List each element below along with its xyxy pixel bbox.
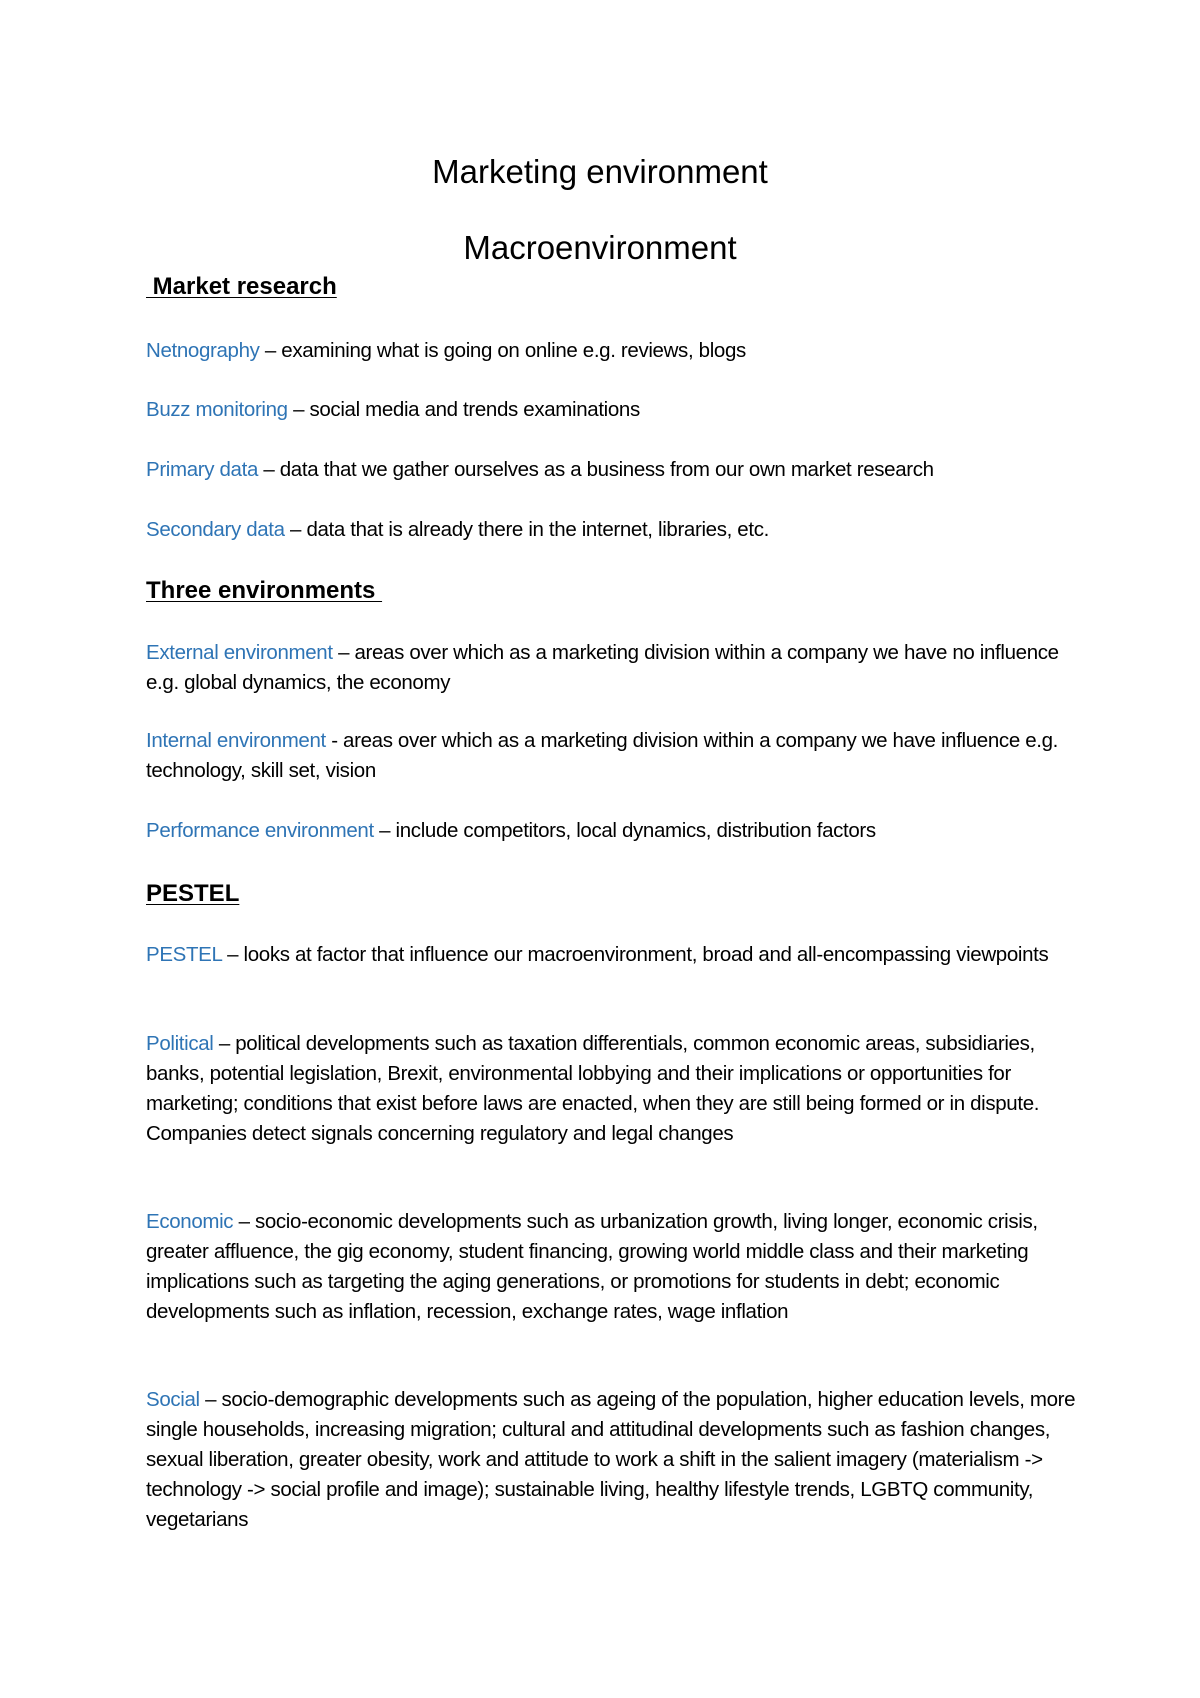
- document-subtitle: Macroenvironment: [463, 229, 737, 266]
- definition-internal-environment: [146, 726, 1086, 786]
- term-economic: Economic: [146, 1210, 234, 1233]
- definition-economic: [146, 1207, 1086, 1327]
- term-netnography: Netnography: [146, 339, 260, 362]
- definition-buzz-monitoring: [146, 395, 1086, 425]
- term-primary-data: Primary data: [146, 458, 259, 481]
- definition-text: – include competitors, local dynamics, distribution factors: [373, 819, 876, 842]
- definition-text: – social media and trends examinations: [287, 398, 640, 421]
- term-performance-environment: Performance environment: [146, 819, 374, 842]
- definition-text: – socio-demographic developments such as ageing of the population, higher education levels, more single households, increasing migration; cultural and attitudinal developments such as fashion changes, sexual liberation, greater obesity, work and attitude to work a shift in the salient imagery (materialism -> technology -> social profile and image); sustainable living, healthy lifestyle trends, LGBTQ community, vegetarians: [146, 1388, 1076, 1531]
- term-political: Political: [146, 1032, 214, 1055]
- term-pestel: PESTEL: [146, 943, 222, 966]
- definition-secondary-data: [146, 515, 1086, 545]
- section-heading-pestel: PESTEL: [146, 880, 240, 907]
- document-title: Marketing environment: [432, 153, 768, 190]
- definition-political: [146, 1029, 1086, 1149]
- definition-performance-environment: [146, 816, 1086, 846]
- definition-social: [146, 1385, 1086, 1535]
- section-heading-market-research: Market research: [146, 273, 337, 300]
- definition-text: – areas over which as a marketing division within a company we have no influence e.g. global dynamics, the economy: [146, 641, 1059, 694]
- term-internal-environment: Internal environment: [146, 729, 326, 752]
- term-buzz-monitoring: Buzz monitoring: [146, 398, 288, 421]
- term-social: Social: [146, 1388, 200, 1411]
- definition-text: – examining what is going on online e.g. reviews, blogs: [259, 339, 746, 362]
- definition-text: - areas over which as a marketing division within a company we have influence e.g. technology, skill set, vision: [146, 729, 1059, 782]
- definition-text: – data that we gather ourselves as a business from our own market research: [258, 458, 934, 481]
- definition-external-environment: [146, 638, 1086, 698]
- definition-netnography: [146, 336, 1086, 366]
- definition-text: – looks at factor that influence our macroenvironment, broad and all-encompassing viewpoints: [221, 943, 1049, 966]
- section-heading-three-environments: Three environments: [146, 577, 383, 604]
- definition-text: – data that is already there in the internet, libraries, etc.: [284, 518, 769, 541]
- term-external-environment: External environment: [146, 641, 333, 664]
- term-secondary-data: Secondary data: [146, 518, 285, 541]
- definition-text: – socio-economic developments such as urbanization growth, living longer, economic crisis, greater affluence, the gig economy, student financing, growing world middle class and their marketing implications such as targeting the aging generations, or promotions for students in debt; economic developments such as inflation, recession, exchange rates, wage inflation: [146, 1210, 1038, 1323]
- definition-pestel: [146, 940, 1086, 970]
- definition-primary-data: [146, 455, 1086, 485]
- definition-text: – political developments such as taxation differentials, common economic areas, subsidiaries, banks, potential legislation, Brexit, environmental lobbying and their implications or opportunities for marketing; conditions that exist before laws are enacted, when they are still being formed or in dispute. Companies detect signals concerning regulatory and legal changes: [146, 1032, 1040, 1145]
